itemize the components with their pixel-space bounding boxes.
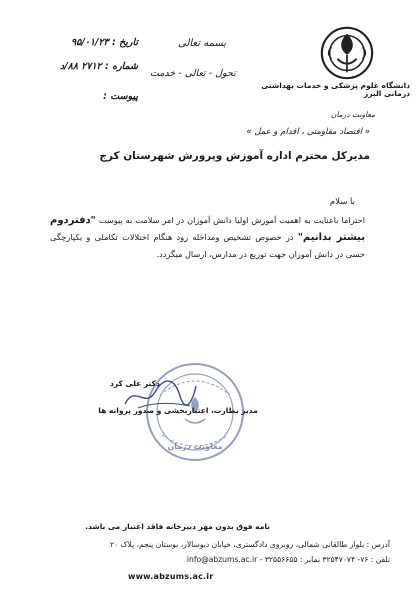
footer-phone: تلفن : ۷۶- ۳۲۵۴۷۰۷۴ نمابر : ۳۲۵۵۶۶۵۵ - info@abzums.ac.ir [186,555,390,564]
signatory-title: مدیر نظارت، اعتباربخشی و صدور پروانه ها [98,406,258,415]
recipient: مدیرکل محترم اداره آموزش وپرورش شهرستان کرج [99,150,370,162]
body-text-part2: در خصوص تشخیص ومداخله زود هنگام اختلالات تکاملی و یکپارچگی حسی در دانش آموزان جهت توزیع در مدارس، ارسال میگردد. [50,232,365,259]
stamp-label: معاونت درمان [167,442,223,451]
letter-body [50,212,365,262]
motto: تحول - تعالی - خدمت [150,68,236,79]
letter-attachment: پیوست : [103,91,138,102]
greeting: با سلام [329,197,355,207]
letter-date: تاریخ : ۹۵/۰۱/۲۳ [71,37,138,48]
letter-number: شماره : ۲۷۱۲ ۸۸/د [60,61,138,72]
body-text-part1: احتراما باعنایت به اهمیت آموزش اولیا دانش آموزان در امر سلامت به پیوست [95,215,365,225]
validity-note: نامه فوق بدون مهر دبیرخانه فاقد اعتبار می باشد. [85,522,270,531]
signatory-name: دکتر علی کرد [110,379,160,388]
university-name: دانشگاه علوم پزشکی و خدمات بهداشتی درمانی البرز [261,81,410,98]
basmala: بسمه تعالی [178,38,227,49]
footer-address: آدرس : بلوار طالقانی شمالی، روبروی دادگستری، خیابان دیوسالار، بوستان پنجم، پلاک ۲۰ [110,540,390,549]
deputy-name: معاونت درمان [330,110,375,119]
slogan: « اقتصاد مقاومتی ، اقدام و عمل » [246,127,370,137]
university-logo-icon [318,24,376,82]
booklet-title: "دفتردوم بیشتر بدانیم" [50,215,365,243]
footer-website[interactable]: www.abzums.ac.ir [128,572,214,581]
